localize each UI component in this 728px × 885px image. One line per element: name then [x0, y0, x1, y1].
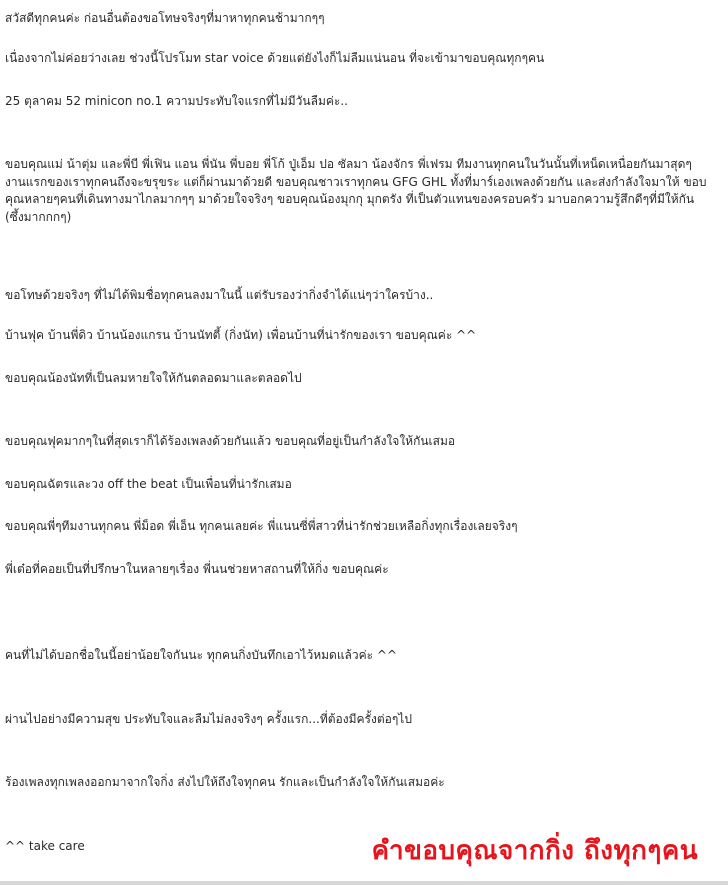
- divider: [0, 881, 728, 885]
- text-line: ขอโทษด้วยจริงๆ ที่ไม่ได้พิมชื่อทุกคนลงมาในนี้ แต่รับรองว่ากิ่งจำได้แน่ๆว่าใครบ้าง..: [5, 288, 434, 302]
- paragraph-thanks-staff: [5, 518, 721, 536]
- paragraph-apology: [5, 50, 721, 68]
- text-line: พี่เต๋อที่คอยเป็นที่ปรึกษาในหลายๆเรื่อง พี่นนช่วยหาสถานที่ให้กิ่ง ขอบคุณค่ะ: [5, 562, 389, 576]
- paragraph-thanks-fuk: [5, 433, 721, 451]
- paragraph-songs: [5, 774, 721, 792]
- overlay-title: คำขอบคุณจากกิ่ง ถึงทุกๆคน: [371, 836, 698, 866]
- text-line: งานแรกของเราทุกคนถึงจะขรุขระ แต่ก็ผ่านมาด้วยดี ขอบคุณชาวเราทุกคน GFG GHL ทั้งที่มาร์เองเพลงด้วยกัน และส่งกำลังใจมาให้ ขอบ: [5, 174, 707, 189]
- text-line: ขอบคุณฟุคมากๆในที่สุดเราก็ได้ร้องเพลงด้วยกันแล้ว ขอบคุณที่อยู่เป็นกำลังใจให้กันเสมอ: [5, 434, 456, 448]
- text-line: ขอบคุณพี่ๆทีมงานทุกคน พี่ม็อด พี่เอ็น ทุกคนเลยค่ะ พี่แนนซี่พี่สาวที่น่ารักช่วยเหลือกิ่งทุกเรื่องเลยจริงๆ: [5, 519, 518, 533]
- paragraph-sorry-names: [5, 287, 721, 305]
- paragraph-unnamed: [5, 647, 721, 665]
- text-line: (ซึ้งมากกกๆ): [5, 209, 72, 224]
- paragraph-thanks-nut: [5, 370, 721, 388]
- text-line: 25 ตุลาคม 52 minicon no.1 ความประทับใจแรกที่ไม่มีวันลืมค่ะ..: [5, 94, 348, 108]
- paragraph-greeting: [5, 10, 721, 28]
- text-line: คนที่ไม่ได้บอกชื่อในนี้อย่าน้อยใจกันนะ ทุกคนกิ่งบันทึกเอาไว้หมดแล้วค่ะ ^^: [5, 648, 398, 662]
- paragraph-thanks-advisor: [5, 561, 721, 579]
- text-line: ขอบคุณแม่ น้าตุ่ม และพี่บี พี่เฟิน แอน พี่นัน พี่บอย พี่โก้ ปู่เอ็ม ปอ ซัลมา น้องจักร พี่เฟรม ทีมงานทุกคนในวันนั้นที่เหน็ดเหนื่อยกันมาสุดๆ: [5, 157, 692, 171]
- text-line: ขอบคุณน้องนัทที่เป็นลมหายใจให้กันตลอดมาและตลอดไป: [5, 371, 302, 385]
- paragraph-neighbors: [5, 327, 721, 345]
- text-line: สวัสดีทุกคนค่ะ ก่อนอื่นต้องขอโทษจริงๆที่มาหาทุกคนช้ามากๆๆ: [5, 11, 325, 25]
- text-line: ผ่านไปอย่างมีความสุข ประทับใจและลืมไม่ลงจริงๆ ครั้งแรก...ที่ต้องมีครั้งต่อๆไป: [5, 712, 412, 726]
- paragraph-happy: [5, 711, 721, 729]
- text-line: บ้านฟุค บ้านพี่ดิว บ้านน้องแกรน บ้านนัทตี้ (กิ่งนัท) เพื่อนบ้านที่น่ารักของเรา ขอบคุณค่ะ ^^: [5, 328, 477, 342]
- text-line: ร้องเพลงทุกเพลงออกมาจากใจกิ่ง ส่งไปให้ถึงใจทุกคน รักและเป็นกำลังใจให้กันเสมอค่ะ: [5, 775, 445, 789]
- text-line: ^^ take care: [5, 839, 85, 853]
- text-line: เนื่องจากไม่ค่อยว่างเลย ช่วงนี้โปรโมท star voice ด้วยแต่ยังไงก็ไม่ลืมแน่นอน ที่จะเข้ามาขอบคุณทุกๆคน: [5, 51, 545, 65]
- text-line: ขอบคุณฉัตรและวง off the beat เป็นเพื่อนที่น่ารักเสมอ: [5, 477, 292, 491]
- paragraph-thanks-band: [5, 476, 721, 494]
- paragraph-thanks-family: [5, 156, 721, 226]
- text-line: คุณหลายๆคนที่เดินทางมาไกลมากๆๆ มาด้วยใจจริงๆ ขอบคุณน้องมุกกุ มุกตรัง ที่เป็นตัวแทนของครอบครัว มาบอกความรู้สึกดีๆที่มีให้กัน: [5, 192, 695, 206]
- paragraph-date: [5, 93, 721, 111]
